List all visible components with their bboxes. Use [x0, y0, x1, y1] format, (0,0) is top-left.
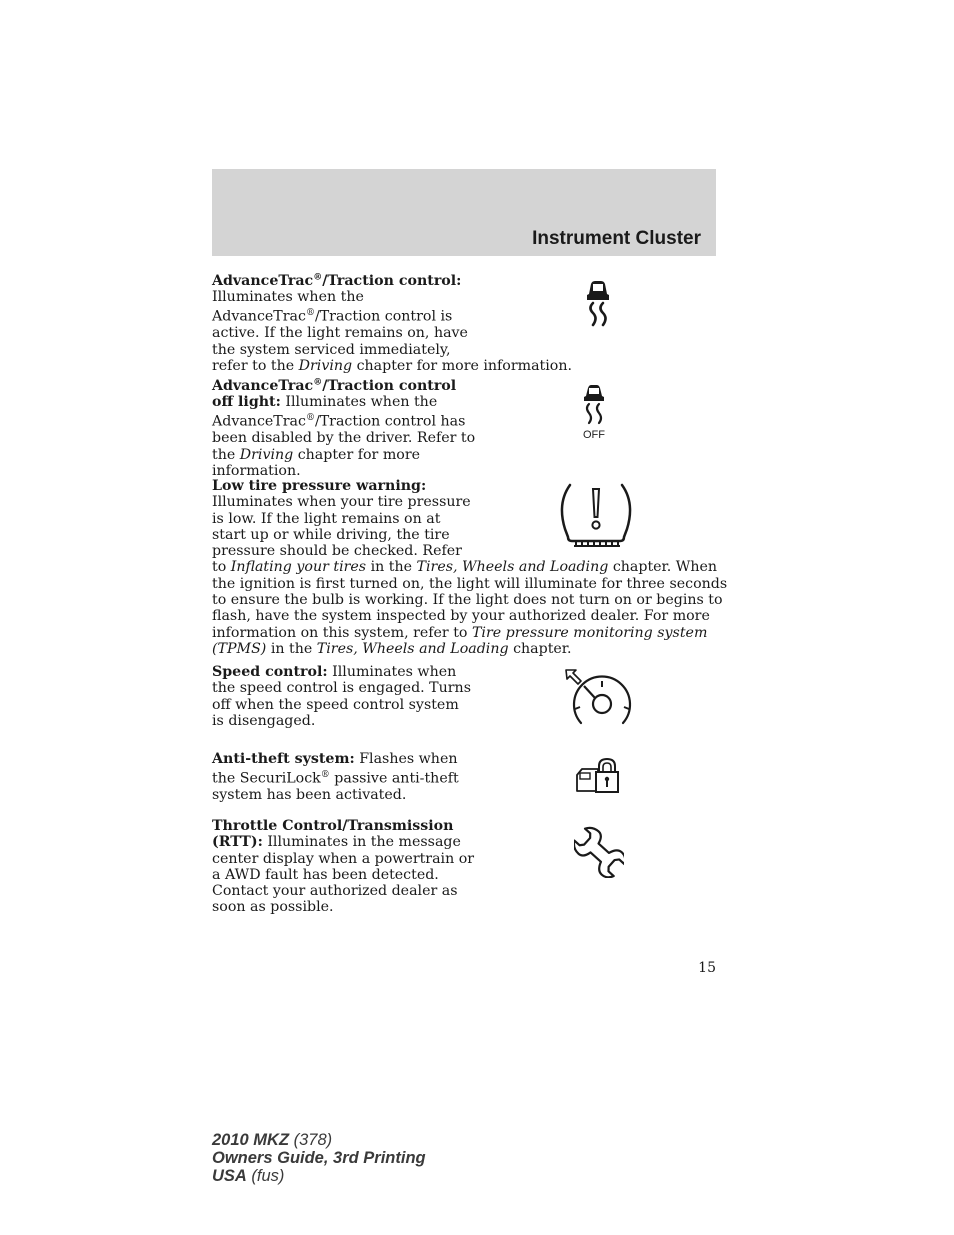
- anti-theft-lock-icon: [574, 757, 620, 795]
- section-header-band: [212, 169, 716, 256]
- entry-text: (RTT): Illuminates in the message: [212, 834, 461, 851]
- entry-text: been disabled by the driver. Refer to: [212, 430, 476, 447]
- entry-text: to ensure the bulb is working. If the light does not turn on or begins to: [212, 592, 723, 609]
- entry-text: information on this system, refer to Tire pressure monitoring system: [212, 624, 708, 641]
- entry-text: is disengaged.: [212, 712, 316, 729]
- entry-text: start up or while driving, the tire: [212, 526, 450, 543]
- entry-anti-theft: [212, 751, 459, 804]
- entry-speed-control: [212, 664, 471, 729]
- entry-text: information.: [212, 462, 301, 479]
- entry-title: AdvanceTrac®/Traction control:: [212, 272, 462, 289]
- entry-text: flash, have the system inspected by your authorized dealer. For more: [212, 608, 710, 625]
- section-title: Instrument Cluster: [532, 228, 701, 249]
- entry-traction-control: [212, 269, 572, 374]
- entry-text: the Driving chapter for more: [212, 446, 420, 463]
- tire-pressure-icon: [556, 479, 636, 551]
- traction-control-off-icon: [576, 384, 612, 442]
- entry-text: Illuminates when the: [212, 289, 364, 306]
- entry-text: AdvanceTrac®/Traction control is: [212, 308, 453, 326]
- entry-text: active. If the light remains on, have: [212, 325, 468, 342]
- entry-text: the system serviced immediately,: [212, 341, 451, 358]
- entry-text: the SecuriLock® passive anti-theft: [212, 770, 459, 788]
- speed-control-icon: [562, 667, 634, 731]
- footer-line: Owners Guide, 3rd Printing: [212, 1149, 426, 1167]
- off-label: OFF: [583, 429, 605, 441]
- entry-text: Anti-theft system: Flashes when: [212, 751, 458, 767]
- entry-text: off when the speed control system: [212, 696, 459, 713]
- entry-text: the speed control is engaged. Turns: [212, 680, 471, 697]
- page-number: 15: [698, 960, 716, 976]
- entry-text: AdvanceTrac®/Traction control has: [212, 413, 466, 431]
- entry-text: center display when a powertrain or: [212, 850, 475, 867]
- entry-text: (TPMS) in the Tires, Wheels and Loading chapter.: [212, 640, 572, 657]
- entry-title: Throttle Control/Transmission: [212, 818, 454, 834]
- entry-title: Low tire pressure warning:: [212, 478, 427, 494]
- entry-text: off light: Illuminates when the: [212, 394, 438, 411]
- footer-line: 2010 MKZ (378): [212, 1131, 333, 1149]
- entry-text: a AWD fault has been detected.: [212, 866, 439, 883]
- entry-text: Contact your authorized dealer as: [212, 883, 458, 900]
- footer-print-info: [212, 1131, 426, 1185]
- entry-text: system has been activated.: [212, 787, 407, 804]
- entry-text: refer to the Driving chapter for more information.: [212, 357, 572, 374]
- entry-title: AdvanceTrac®/Traction control: [212, 377, 457, 394]
- traction-control-icon: [578, 279, 618, 329]
- wrench-icon: [574, 826, 624, 878]
- entry-text: Speed control: Illuminates when: [212, 664, 457, 680]
- entry-text: pressure should be checked. Refer: [212, 543, 462, 560]
- footer-line: USA (fus): [212, 1167, 285, 1185]
- entry-text: is low. If the light remains on at: [212, 510, 441, 527]
- entry-throttle-control: [212, 818, 474, 916]
- entry-text: to Inflating your tires in the Tires, Wheels and Loading chapter. When: [212, 559, 718, 576]
- entry-low-tire-pressure: [212, 478, 727, 657]
- entry-traction-control-off: [212, 374, 475, 479]
- entry-text: Illuminates when your tire pressure: [212, 494, 471, 511]
- entry-text: the ignition is first turned on, the light will illuminate for three seconds: [212, 575, 728, 592]
- entry-text: soon as possible.: [212, 899, 334, 916]
